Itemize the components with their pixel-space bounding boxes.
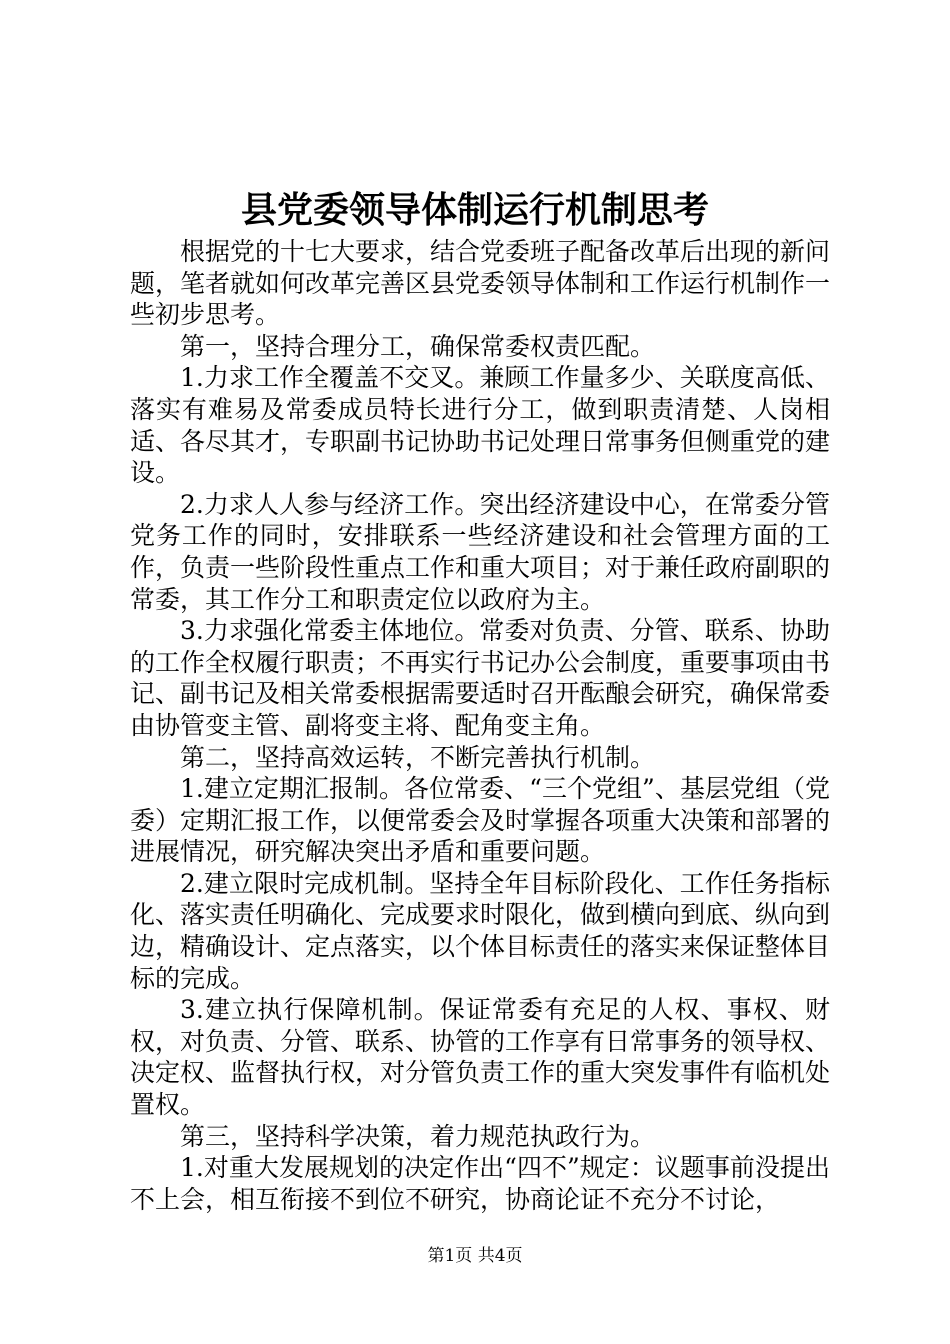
document-title: 县党委领导体制运行机制思考 <box>240 189 709 231</box>
paragraph-section-3-heading: 第三，坚持科学决策，着力规范执政行为。 <box>180 1121 656 1151</box>
paragraph-section-2-heading: 第二，坚持高效运转，不断完善执行机制。 <box>180 742 656 772</box>
paragraph-section-1-item-1: 1.力求工作全覆盖不交叉。兼顾工作量多少、关联度高低、落实有难易及常委成员特长进行分工，做到职责清楚、人岗相适、各尽其才，专职副书记协助书记处理日常事务但侧重党的建设。 <box>130 363 831 488</box>
paragraph-section-2-item-1: 1.建立定期汇报制。各位常委、“三个党组”、基层党组（党委）定期汇报工作，以便常委会及时掌握各项重大决策和部署的进展情况，研究解决突出矛盾和重要问题。 <box>130 774 831 867</box>
document-body <box>130 236 830 1215</box>
paragraph-section-3-item-1: 1.对重大发展规划的决定作出“四不”规定：议题事前没提出不上会，相互衔接不到位不研究，协商论证不充分不讨论， <box>130 1153 830 1214</box>
paragraph-section-1-item-2: 2.力求人人参与经济工作。突出经济建设中心，在常委分管党务工作的同时，安排联系一些经济建设和社会管理方面的工作，负责一些阶段性重点工作和重大项目；对于兼任政府副职的常委，其工作分工和职责定位以政府为主。 <box>130 489 831 614</box>
paragraph-section-2-item-3: 3.建立执行保障机制。保证常委有充足的人权、事权、财权，对负责、分管、联系、协管的工作享有日常事务的领导权、决定权、监督执行权，对分管负责工作的重大突发事件有临机处置权。 <box>130 995 831 1120</box>
paragraph-section-2-item-2: 2.建立限时完成机制。坚持全年目标阶段化、工作任务指标化、落实责任明确化、完成要求时限化，做到横向到底、纵向到边，精确设计、定点落实，以个体目标责任的落实来保证整体目标的完成。 <box>130 868 831 993</box>
paragraph-section-1-heading: 第一，坚持合理分工，确保常委权责匹配。 <box>180 331 656 361</box>
paragraph-section-1-item-3: 3.力求强化常委主体地位。常委对负责、分管、联系、协助的工作全权履行职责；不再实行书记办公会制度，重要事项由书记、副书记及相关常委根据需要适时召开酝酿会研究，确保常委由协管变主管、副将变主将、配角变主角。 <box>130 616 831 740</box>
paragraph-intro: 根据党的十七大要求，结合党委班子配备改革后出现的新问题，笔者就如何改革完善区县党委领导体制和工作运行机制作一些初步思考。 <box>130 237 831 330</box>
page-number-footer: 第1页 共4页 <box>427 1246 523 1266</box>
